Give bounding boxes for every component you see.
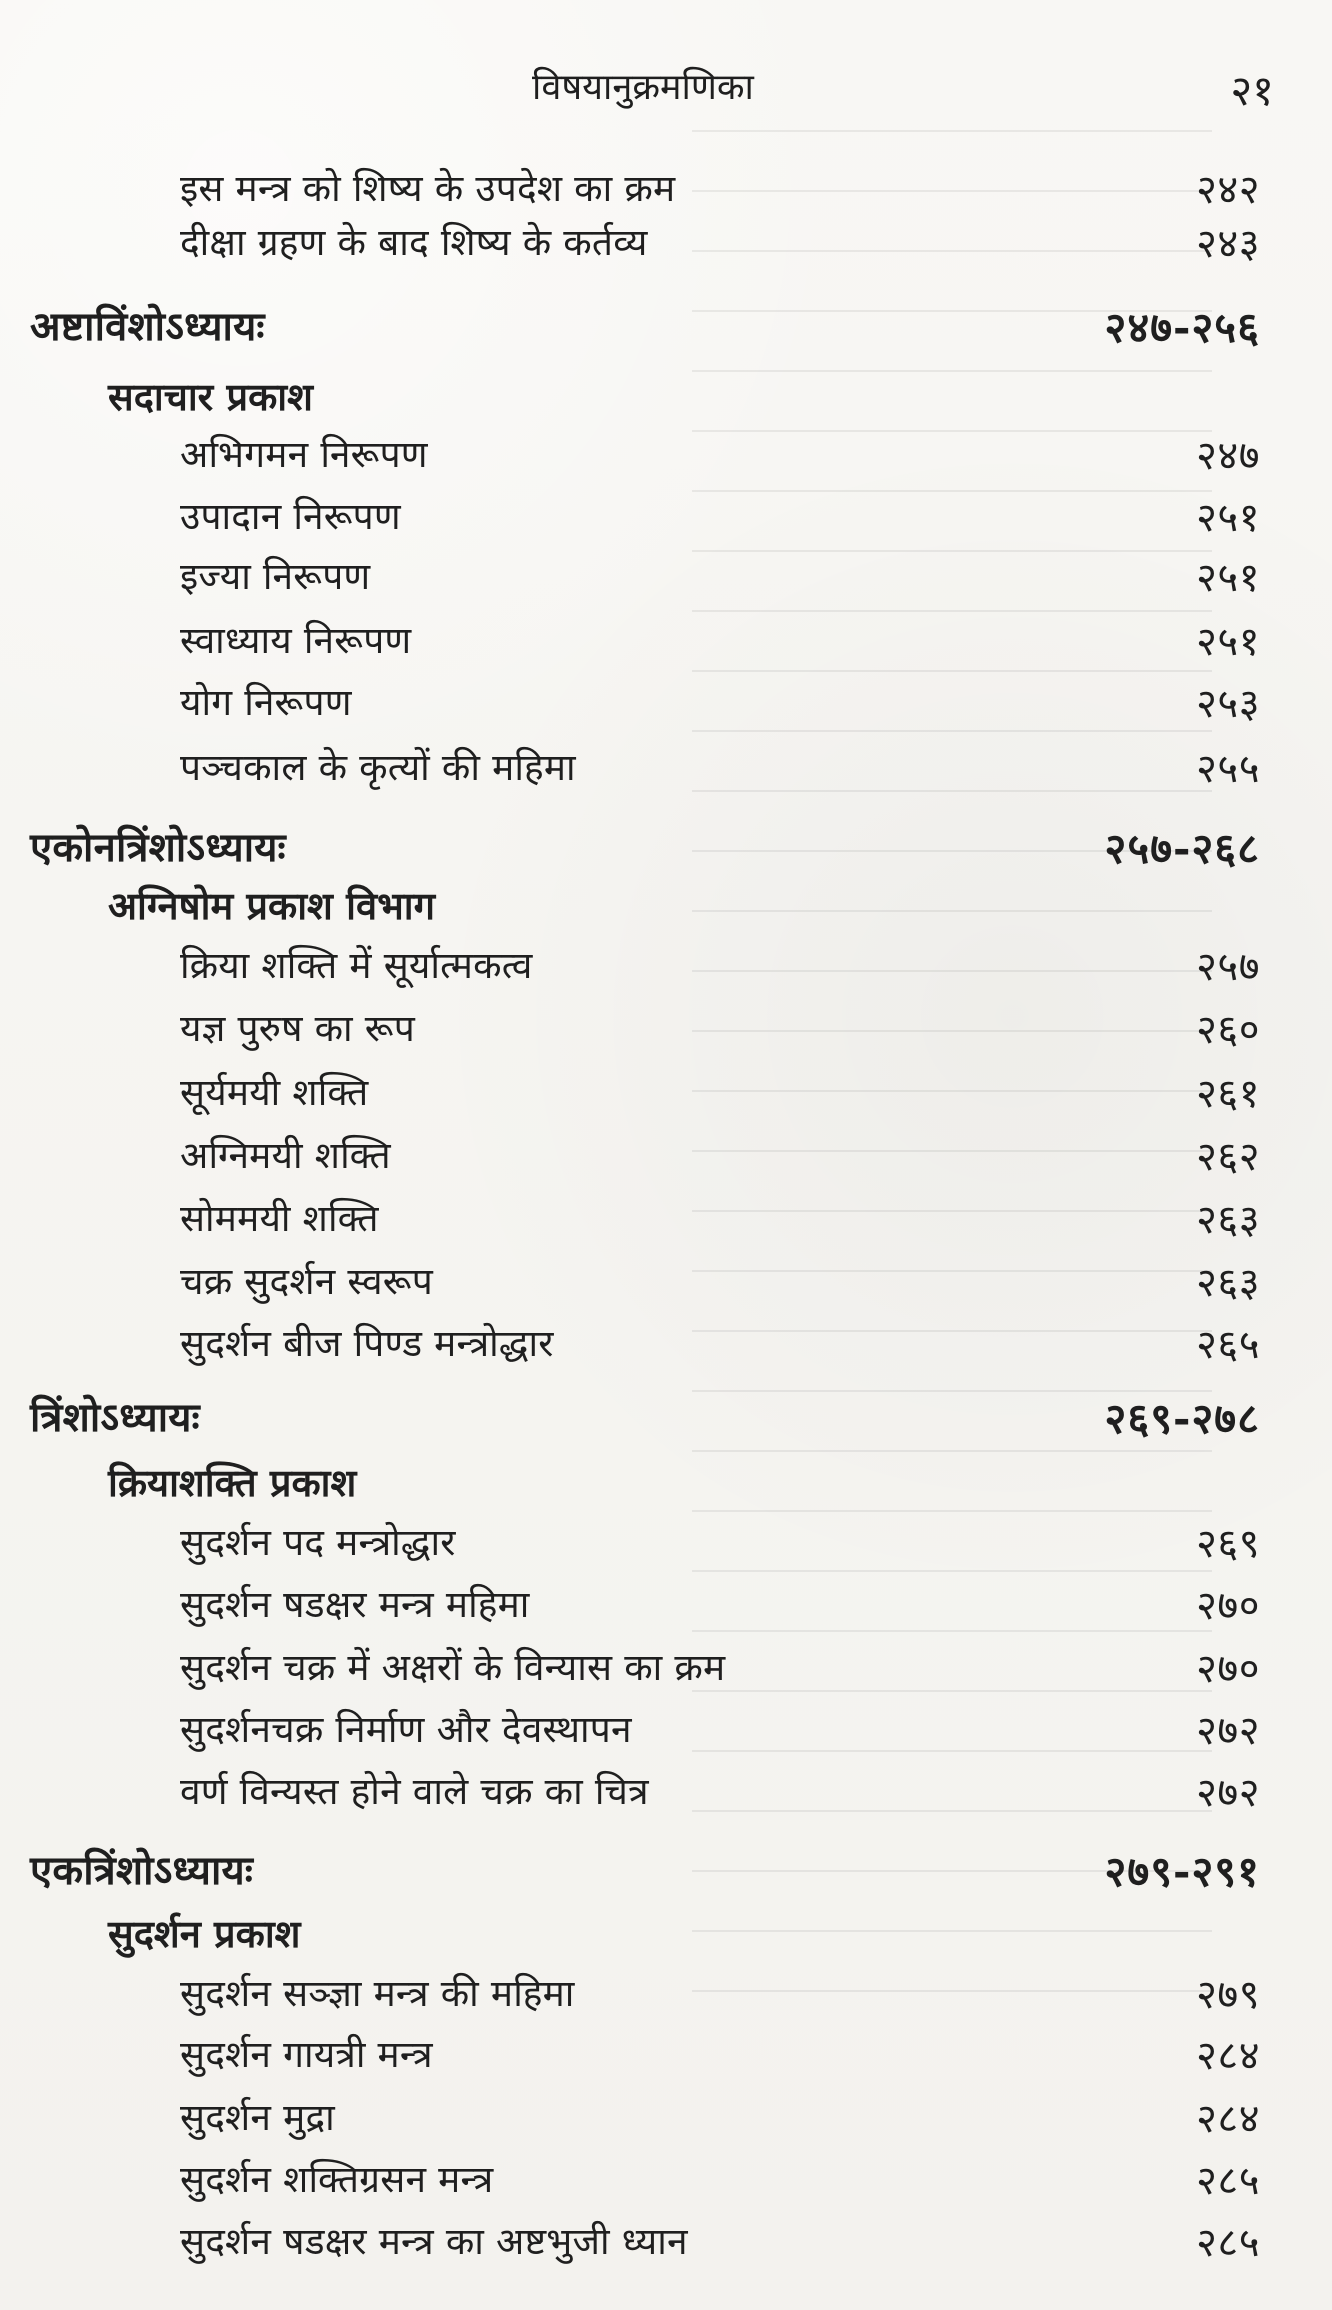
toc-section-30 bbox=[0, 1461, 1332, 1524]
toc-item-label: सुदर्शनचक्र निर्माण और देवस्थापन bbox=[180, 1708, 632, 1751]
toc-item-label: स्वाध्याय निरूपण bbox=[180, 619, 412, 662]
toc-chapter-30 bbox=[0, 1394, 1332, 1458]
toc-item-label: सुदर्शन बीज पिण्ड मन्त्रोद्धार bbox=[180, 1322, 554, 1365]
toc-item-page: २४३ bbox=[1196, 221, 1260, 267]
toc-item-label: क्रिया शक्ति में सूर्यात्मकत्व bbox=[180, 944, 533, 987]
toc-item-page: २५३ bbox=[1196, 681, 1260, 727]
toc-item-page: २५१ bbox=[1196, 619, 1260, 665]
toc-item-7 bbox=[0, 681, 1332, 744]
toc-item-label: सुदर्शन षडक्षर मन्त्र महिमा bbox=[180, 1583, 530, 1626]
toc-item-12 bbox=[0, 1134, 1332, 1197]
chapter-page-range: २५७-२६८ bbox=[1104, 824, 1260, 873]
toc-item-page: २७९ bbox=[1196, 1972, 1260, 2018]
toc-item-label: यज्ञ पुरुष का रूप bbox=[180, 1007, 415, 1050]
toc-item-page: २७० bbox=[1196, 1646, 1260, 1692]
toc-item-page: २४७ bbox=[1196, 433, 1260, 479]
toc-item-page: २८५ bbox=[1196, 2158, 1260, 2204]
toc-item-page: २८४ bbox=[1196, 2096, 1260, 2142]
toc-item-page: २६५ bbox=[1196, 1322, 1260, 1368]
toc-item-page: २६३ bbox=[1196, 1197, 1260, 1243]
toc-item-14 bbox=[0, 1260, 1332, 1323]
toc-item-4 bbox=[0, 495, 1332, 558]
toc-section-28 bbox=[0, 375, 1332, 438]
toc-item-label: उपादान निरूपण bbox=[180, 495, 401, 538]
toc-item-label: सुदर्शन षडक्षर मन्त्र का अष्टभुजी ध्यान bbox=[180, 2220, 688, 2263]
toc-item-6 bbox=[0, 619, 1332, 682]
page-title: विषयानुक्रमणिका bbox=[532, 67, 754, 108]
toc-item-label: वर्ण विन्यस्त होने वाले चक्र का चित्र bbox=[180, 1770, 649, 1813]
toc-item-16 bbox=[0, 1521, 1332, 1584]
chapter-heading: एकत्रिंशोऽध्यायः bbox=[30, 1848, 253, 1894]
toc-item-10 bbox=[0, 1007, 1332, 1070]
toc-item-page: २८५ bbox=[1196, 2220, 1260, 2266]
toc-item-page: २७० bbox=[1196, 1583, 1260, 1629]
toc-item-label: पञ्चकाल के कृत्यों की महिमा bbox=[180, 746, 576, 789]
toc-item-15 bbox=[0, 1322, 1332, 1385]
toc-item-22 bbox=[0, 2033, 1332, 2096]
toc-item-page: २५१ bbox=[1196, 495, 1260, 541]
toc-item-17 bbox=[0, 1583, 1332, 1646]
toc-item-label: सुदर्शन गायत्री मन्त्र bbox=[180, 2033, 433, 2076]
toc-item-label: चक्र सुदर्शन स्वरूप bbox=[180, 1260, 433, 1303]
toc-item-page: २८४ bbox=[1196, 2033, 1260, 2079]
toc-item-page: २५५ bbox=[1196, 746, 1260, 792]
toc-item-label: सूर्यमयी शक्ति bbox=[180, 1071, 369, 1114]
chapter-page-range: २७९-२९१ bbox=[1104, 1847, 1260, 1896]
toc-item-3 bbox=[0, 433, 1332, 496]
toc-item-page: २५१ bbox=[1196, 555, 1260, 601]
toc-item-13 bbox=[0, 1197, 1332, 1260]
toc-item-page: २७२ bbox=[1196, 1770, 1260, 1816]
toc-item-2 bbox=[0, 221, 1332, 284]
toc-item-24 bbox=[0, 2158, 1332, 2221]
toc-item-label: सुदर्शन शक्तिग्रसन मन्त्र bbox=[180, 2158, 494, 2201]
section-heading: सदाचार प्रकाश bbox=[108, 375, 313, 419]
toc-item-label: सुदर्शन पद मन्त्रोद्धार bbox=[180, 1521, 456, 1564]
chapter-heading: अष्टाविंशोऽध्यायः bbox=[30, 304, 265, 350]
toc-chapter-29 bbox=[0, 824, 1332, 888]
section-heading: अग्निषोम प्रकाश विभाग bbox=[108, 884, 436, 928]
chapter-page-range: २४७-२५६ bbox=[1104, 303, 1260, 352]
toc-item-20 bbox=[0, 1770, 1332, 1833]
toc-section-31 bbox=[0, 1912, 1332, 1975]
toc-item-label: सुदर्शन सञ्ज्ञा मन्त्र की महिमा bbox=[180, 1972, 575, 2015]
toc-item-19 bbox=[0, 1708, 1332, 1771]
toc-item-label: अभिगमन निरूपण bbox=[180, 433, 428, 476]
toc-item-label: इस मन्त्र को शिष्य के उपदेश का क्रम bbox=[180, 167, 676, 210]
toc-item-25 bbox=[0, 2220, 1332, 2283]
toc-item-page: २७२ bbox=[1196, 1708, 1260, 1754]
chapter-heading: त्रिंशोऽध्यायः bbox=[30, 1395, 200, 1441]
toc-item-label: सुदर्शन मुद्रा bbox=[180, 2096, 335, 2139]
toc-chapter-28 bbox=[0, 303, 1332, 367]
toc-item-page: २६२ bbox=[1196, 1134, 1260, 1180]
toc-item-page: २६१ bbox=[1196, 1071, 1260, 1117]
toc-item-page: २४२ bbox=[1196, 167, 1260, 213]
toc-chapter-31 bbox=[0, 1847, 1332, 1911]
section-heading: क्रियाशक्ति प्रकाश bbox=[108, 1461, 357, 1505]
toc-item-5 bbox=[0, 555, 1332, 618]
toc-item-label: अग्निमयी शक्ति bbox=[180, 1134, 391, 1177]
toc-item-23 bbox=[0, 2096, 1332, 2159]
page-number: २१ bbox=[1230, 66, 1274, 115]
toc-item-18 bbox=[0, 1646, 1332, 1709]
toc-item-page: २६९ bbox=[1196, 1521, 1260, 1567]
toc-item-page: २५७ bbox=[1196, 944, 1260, 990]
toc-item-21 bbox=[0, 1972, 1332, 2035]
chapter-heading: एकोनत्रिंशोऽध्यायः bbox=[30, 825, 286, 871]
toc-item-9 bbox=[0, 944, 1332, 1007]
toc-section-29 bbox=[0, 884, 1332, 947]
toc-item-8 bbox=[0, 746, 1332, 809]
toc-item-page: २६० bbox=[1196, 1007, 1260, 1053]
chapter-page-range: २६९-२७८ bbox=[1104, 1394, 1260, 1443]
toc-item-label: दीक्षा ग्रहण के बाद शिष्य के कर्तव्य bbox=[180, 221, 648, 264]
toc-item-page: २६३ bbox=[1196, 1260, 1260, 1306]
toc-item-label: इज्या निरूपण bbox=[180, 555, 371, 598]
toc-item-label: योग निरूपण bbox=[180, 681, 352, 724]
toc-item-label: सुदर्शन चक्र में अक्षरों के विन्यास का क्रम bbox=[180, 1646, 726, 1689]
section-heading: सुदर्शन प्रकाश bbox=[108, 1912, 301, 1956]
toc-item-11 bbox=[0, 1071, 1332, 1134]
toc-item-label: सोममयी शक्ति bbox=[180, 1197, 379, 1240]
